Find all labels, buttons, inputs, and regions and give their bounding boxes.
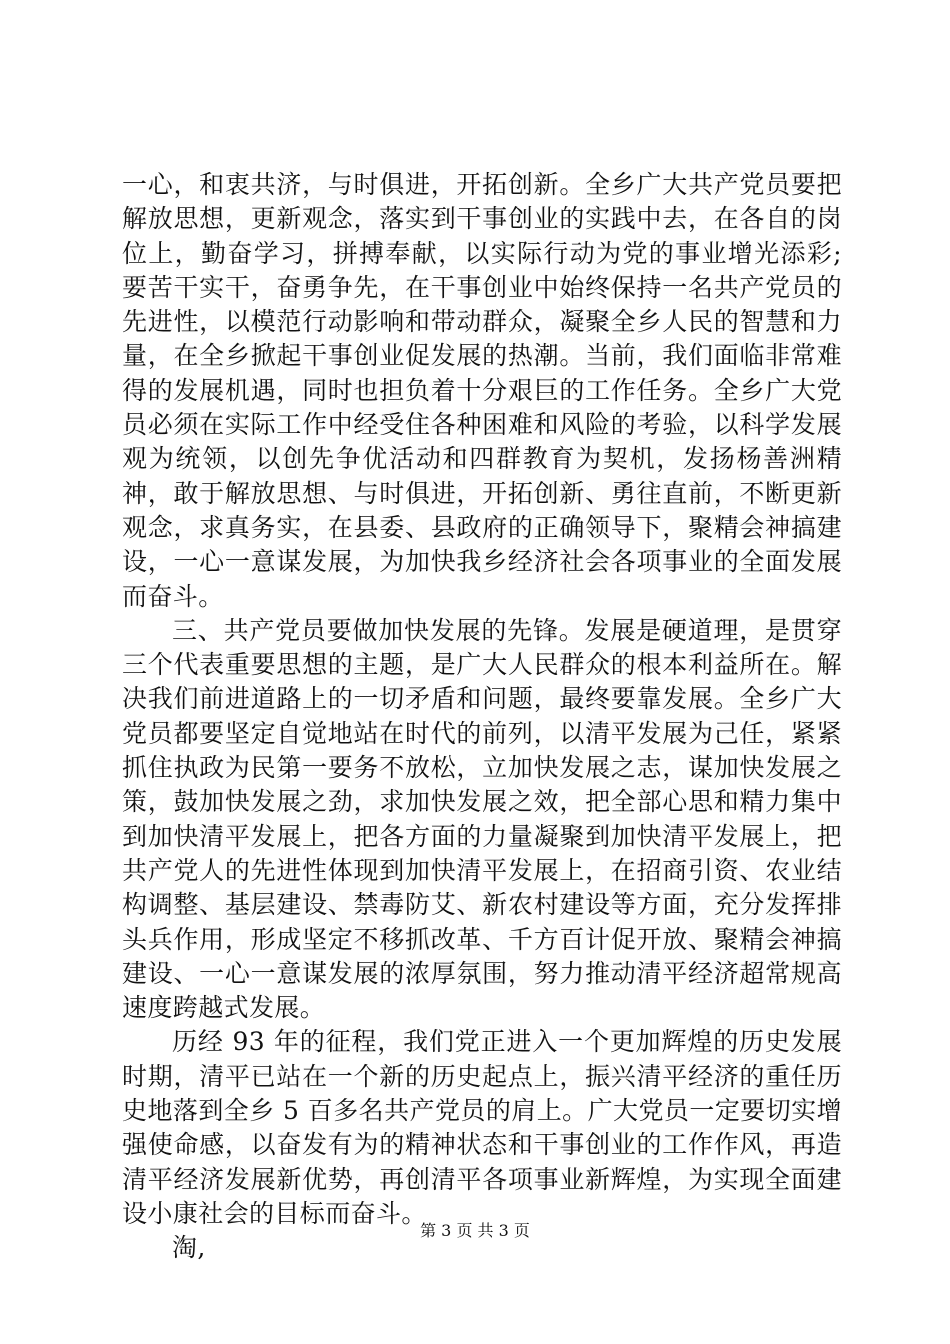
paragraph-3: 历经 93 年的征程，我们党正进入一个更加辉煌的历史发展时期，清平已站在一个新的历史起点上，振兴清平经济的重任历史地落到全乡 5 百多名共产党员的肩上。广大党员一定要切实增强使命感，以奋发有为的精神状态和干事创业的工作作风，再造清平经济发展新优势，再创清平各项事业新辉煌，为实现全面建设小康社会的目标而奋斗。 — [122, 1027, 842, 1228]
paragraph-4: 淘, — [172, 1233, 206, 1263]
paragraph-2: 三、共产党员要做加快发展的先锋。发展是硬道理，是贯穿三个代表重要思想的主题，是广大人民群众的根本利益所在。解决我们前进道路上的一切矛盾和问题，最终要靠发展。全乡广大党员都要坚定自觉地站在时代的前列，以清平发展为己任，紧紧抓住执政为民第一要务不放松，立加快发展之志，谋加快发展之策，鼓加快发展之劲，求加快发展之效，把全部心思和精力集中到加快清平发展上，把各方面的力量凝聚到加快清平发展上，把共产党人的先进性体现到加快清平发展上，在招商引资、农业结构调整、基层建设、禁毒防艾、新农村建设等方面，充分发挥排头兵作用，形成坚定不移抓改革、千方百计促开放、聚精会神搞建设、一心一意谋发展的浓厚氛围，努力推动清平经济超常规高速度跨越式发展。 — [122, 615, 842, 1023]
document-body — [122, 168, 842, 1266]
paragraph-1: 一心，和衷共济，与时俱进，开拓创新。全乡广大共产党员要把解放思想，更新观念，落实到干事创业的实践中去，在各自的岗位上，勤奋学习，拼搏奉献，以实际行动为党的事业增光添彩;要苦干实干，奋勇争先，在干事创业中始终保持一名共产党员的先进性，以模范行动影响和带动群众，凝聚全乡人民的智慧和力量，在全乡掀起干事创业促发展的热潮。当前，我们面临非常难得的发展机遇，同时也担负着十分艰巨的工作任务。全乡广大党员必须在实际工作中经受住各种困难和风险的考验，以科学发展观为统领，以创先争优活动和四群教育为契机，发扬杨善洲精神，敢于解放思想、与时俱进，开拓创新、勇往直前，不断更新观念，求真务实，在县委、县政府的正确领导下，聚精会神搞建设，一心一意谋发展，为加快我乡经济社会各项事业的全面发展而奋斗。 — [122, 170, 842, 611]
page-footer: 第 3 页 共 3 页 — [420, 1221, 530, 1240]
